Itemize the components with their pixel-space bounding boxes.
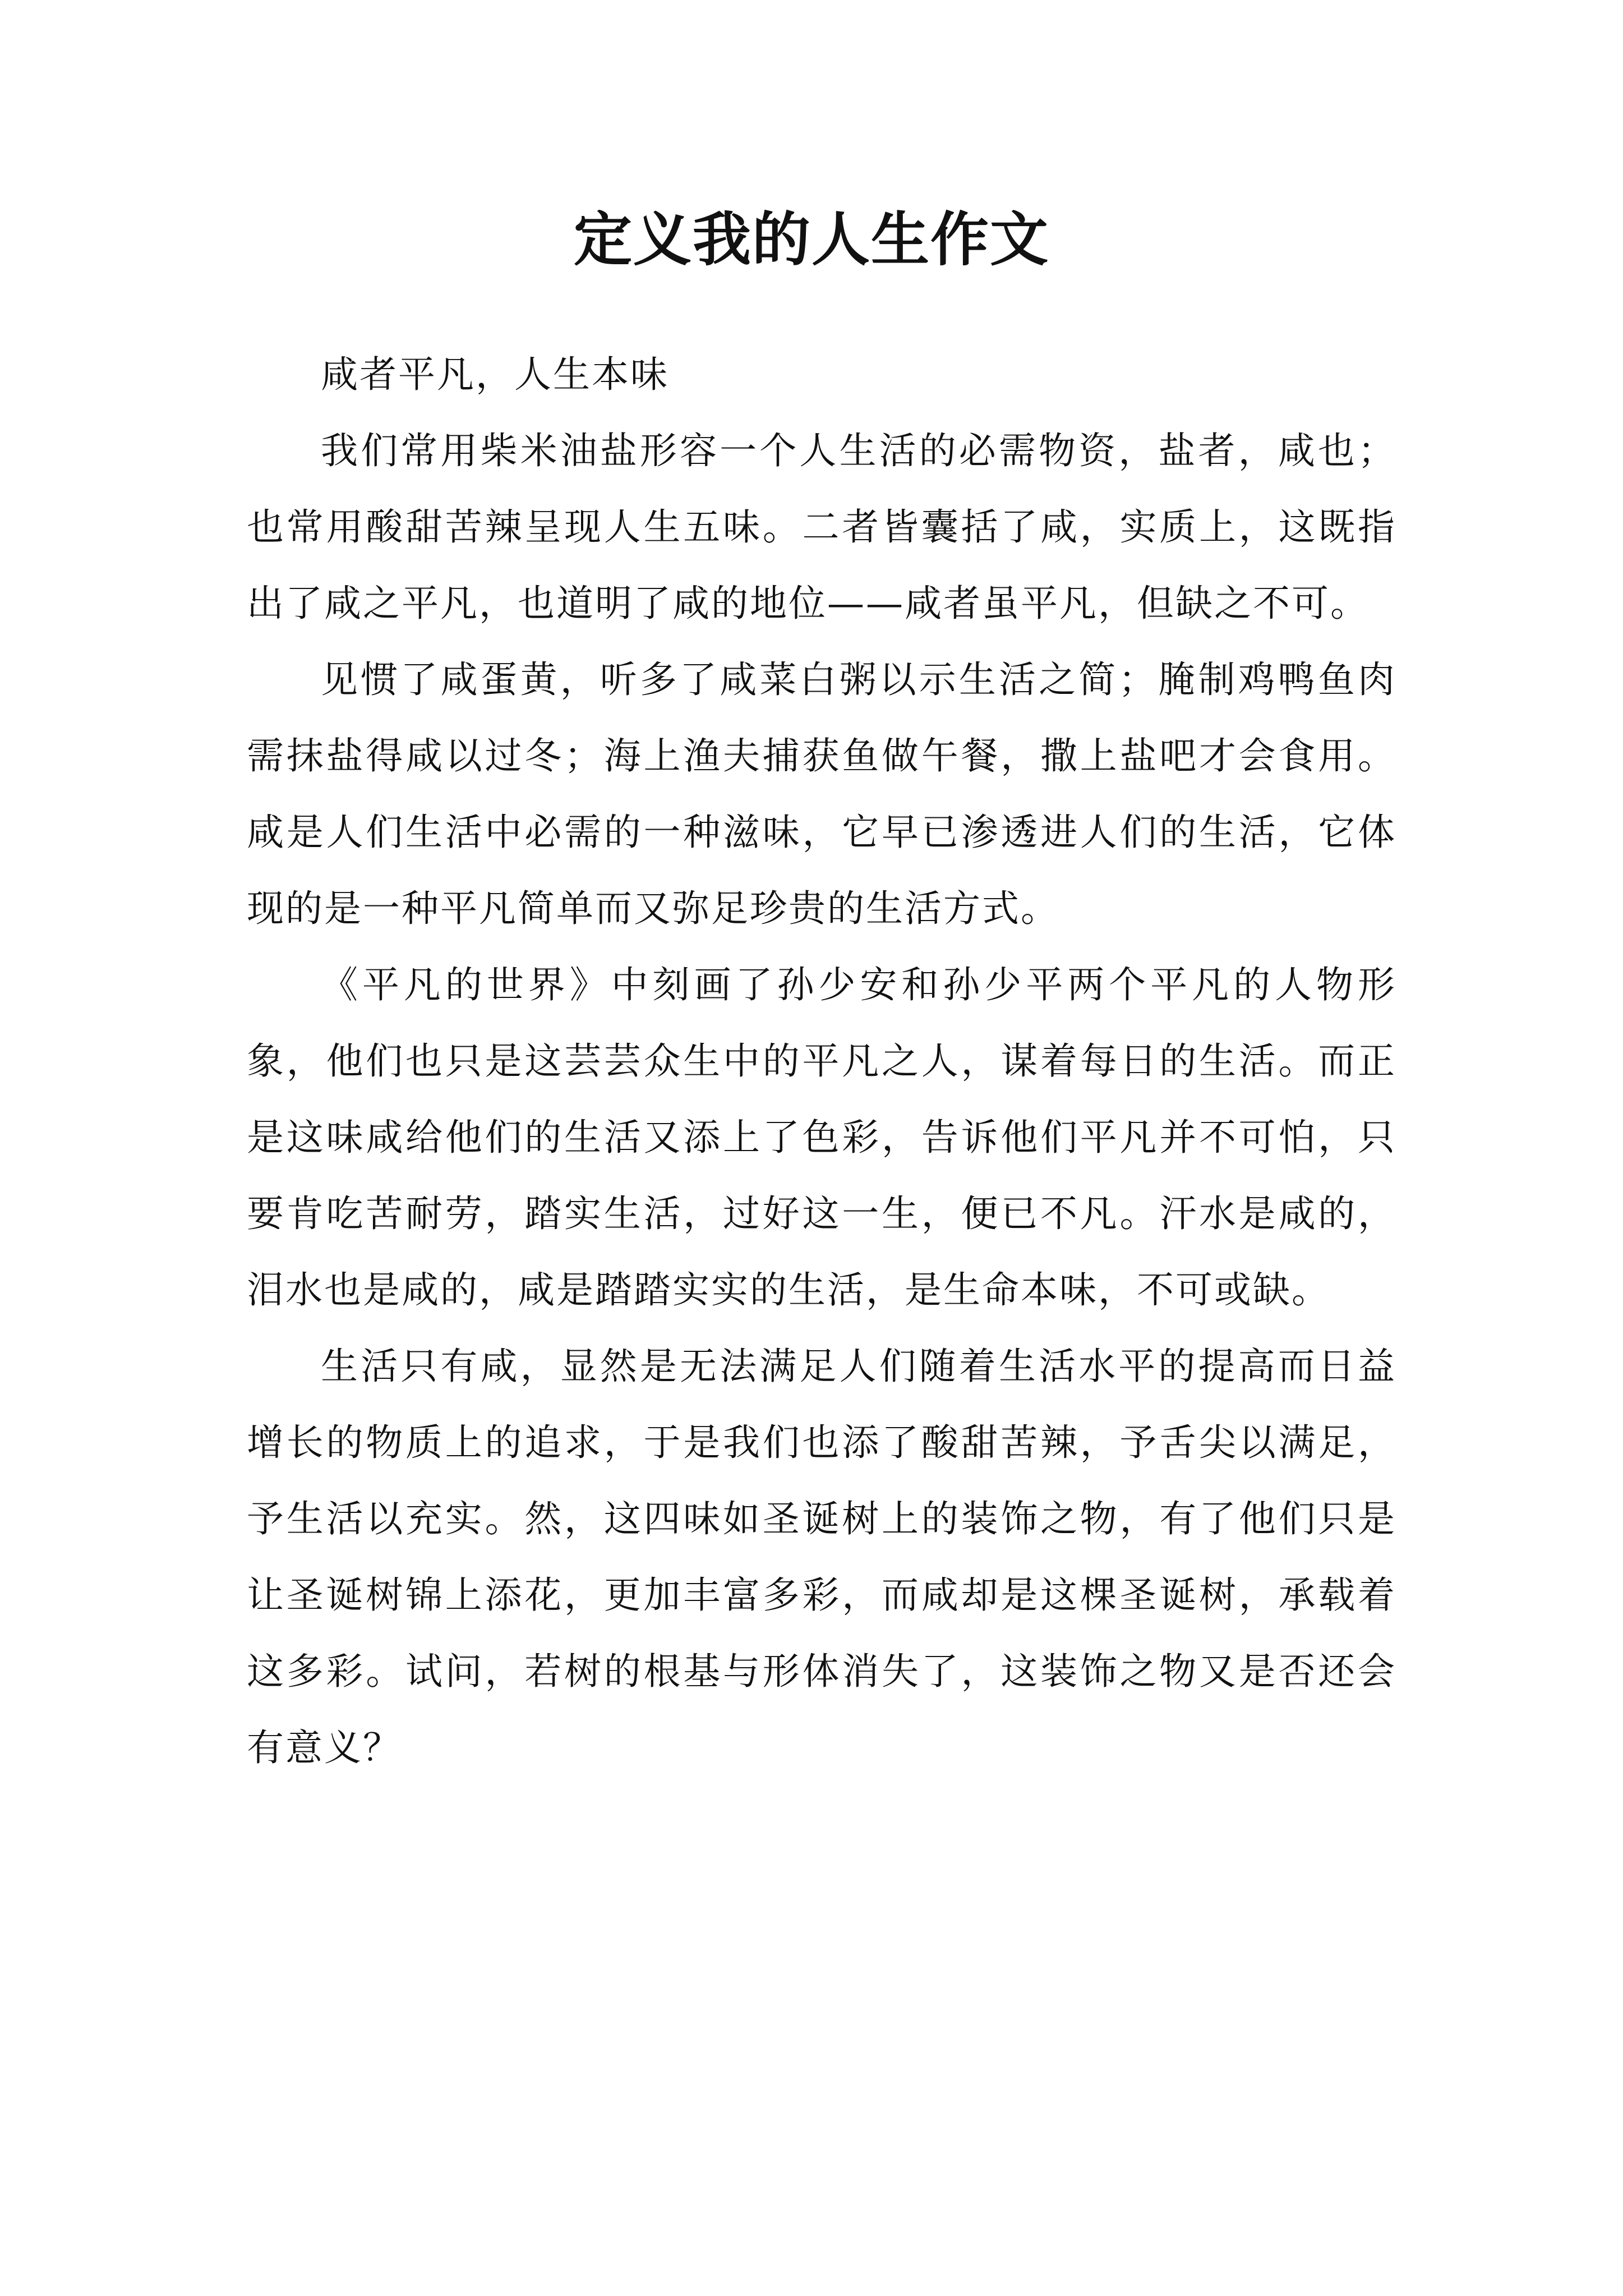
- paragraph: 《平凡的世界》中刻画了孙少安和孙少平两个平凡的人物形象，他们也只是这芸芸众生中的平凡之人，谋着每日的生活。而正是这味咸给他们的生活又添上了色彩，告诉他们平凡并不可怕，只要肯吃苦耐劳，踏实生活，过好这一生，便已不凡。汗水是咸的，泪水也是咸的，咸是踏踏实实的生活，是生命本味，不可或缺。: [247, 963, 1396, 1312]
- paragraph-subtitle: 咸者平凡，人生本味: [321, 353, 669, 396]
- document-body: [247, 337, 1396, 1786]
- paragraph: 我们常用柴米油盐形容一个人生活的必需物资，盐者，咸也；也常用酸甜苦辣呈现人生五味。二者皆囊括了咸，实质上，这既指出了咸之平凡，也道明了咸的地位——咸者虽平凡，但缺之不可。: [247, 429, 1396, 625]
- document-title: 定义我的人生作文: [573, 205, 1049, 274]
- paragraph: 见惯了咸蛋黄，听多了咸菜白粥以示生活之简；腌制鸡鸭鱼肉需抹盐得咸以过冬；海上渔夫捕获鱼做午餐，撒上盐吧才会食用。咸是人们生活中必需的一种滋味，它早已渗透进人们的生活，它体现的是一种平凡简单而又弥足珍贵的生活方式。: [247, 658, 1396, 930]
- paragraph: 生活只有咸，显然是无法满足人们随着生活水平的提高而日益增长的物质上的追求，于是我们也添了酸甜苦辣，予舌尖以满足，予生活以充实。然，这四味如圣诞树上的装饰之物，有了他们只是让圣诞树锦上添花，更加丰富多彩，而咸却是这棵圣诞树，承载着这多彩。试问，若树的根基与形体消失了，这装饰之物又是否还会有意义？: [247, 1345, 1396, 1769]
